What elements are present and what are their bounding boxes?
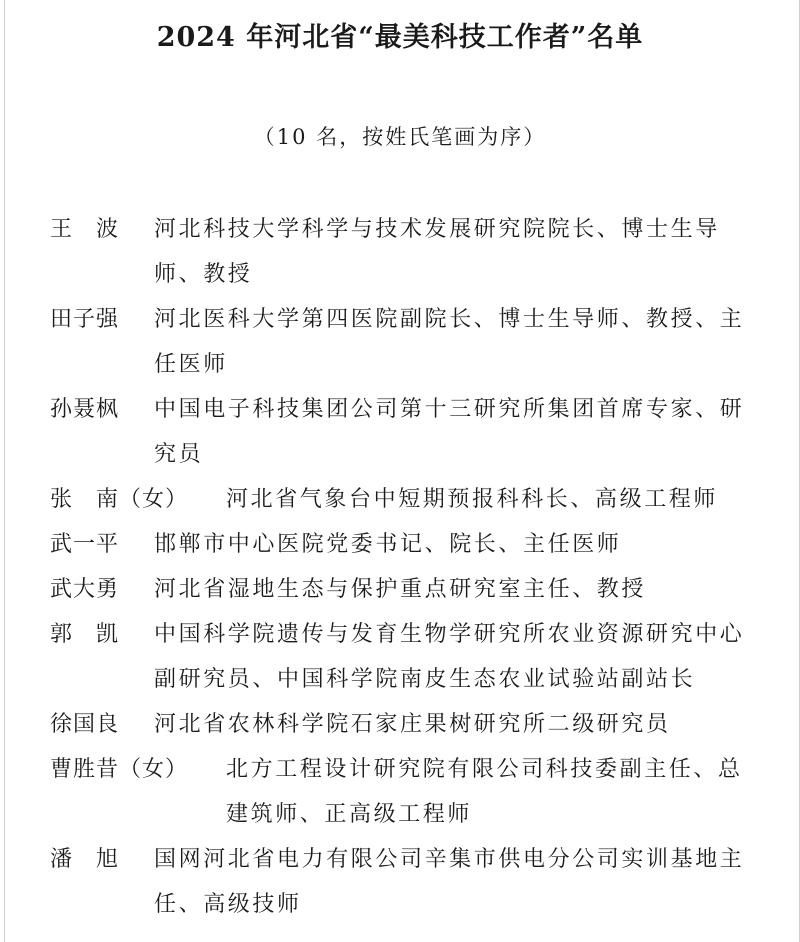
list-item [50,207,755,297]
list-item [50,297,755,387]
honoree-name: 武一平 [50,532,120,557]
list-item [50,387,755,477]
honoree-description: 河北省农林科学院石家庄果树研究所二级研究员 [154,712,671,737]
honoree-name: 武大勇 [50,577,120,602]
honoree-name: 曹胜昔（女） [50,757,189,782]
honoree-description: 国网河北省电力有限公司辛集市供电分公司实训基地主任、高级技师 [154,847,745,917]
list-item [50,567,755,612]
honoree-name: 潘 旭 [50,847,120,872]
honoree-description: 邯郸市中心医院党委书记、院长、主任医师 [154,532,622,557]
list-item [50,837,755,927]
honoree-list [50,207,755,927]
honoree-description: 中国电子科技集团公司第十三研究所集团首席专家、研究员 [154,397,745,467]
list-item [50,522,755,567]
list-item [50,747,755,837]
honoree-name: 孙聂枫 [50,397,120,422]
list-item [50,477,755,522]
honoree-name: 徐国良 [50,712,120,737]
honoree-description: 河北科技大学科学与技术发展研究院院长、博士生导师、教授 [154,217,720,287]
honoree-name: 田子强 [50,307,120,332]
document-subtitle: （10 名，按姓氏笔画为序） [253,125,547,149]
list-item [50,612,755,702]
honoree-description: 河北医科大学第四医院副院长、博士生导师、教授、主任医师 [154,307,745,377]
document-title: 2024 年河北省“最美科技工作者”名单 [156,22,644,53]
honoree-name: 郭 凯 [50,622,120,647]
honoree-name: 王 波 [50,217,120,242]
honoree-description: 河北省气象台中短期预报科科长、高级工程师 [226,487,719,512]
honoree-description: 北方工程设计研究院有限公司科技委副主任、总建筑师、正高级工程师 [226,757,743,827]
list-item [50,702,755,747]
honoree-name: 张 南（女） [50,487,189,512]
honoree-description: 河北省湿地生态与保护重点研究室主任、教授 [154,577,647,602]
honoree-description: 中国科学院遗传与发育生物学研究所农业资源研究中心副研究员、中国科学院南皮生态农业试验站副站长 [154,622,745,692]
